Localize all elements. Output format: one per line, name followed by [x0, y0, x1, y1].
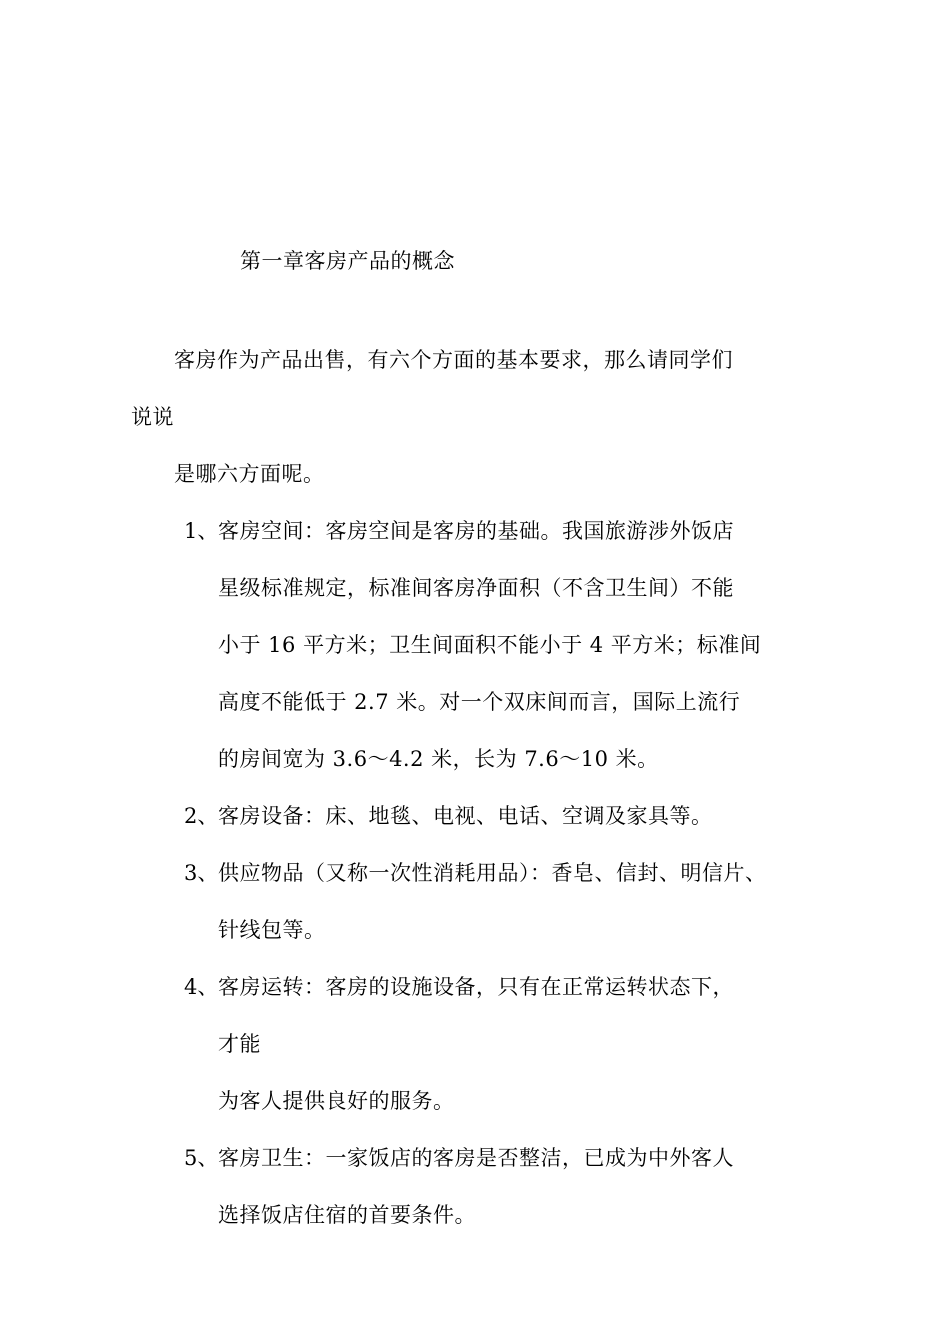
list-item-line: 客房运转：客房的设施设备，只有在正常运转状态下，: [218, 975, 734, 999]
intro-line-3: 是哪六方面呢。: [174, 462, 325, 486]
list-item-number: 4、: [184, 975, 219, 999]
list-item-line: 的房间宽为 3.6～4.2 米，长为 7.6～10 米。: [218, 747, 659, 771]
list-item-line: 客房设备：床、地毯、电视、电话、空调及家具等。: [218, 804, 713, 828]
list-item-line: 星级标准规定，标准间客房净面积（不含卫生间）不能: [218, 576, 734, 600]
list-item-line: 高度不能低于 2.7 米。对一个双床间而言，国际上流行: [218, 690, 741, 714]
list-item-line: 针线包等。: [218, 918, 326, 942]
intro-line-2: 说说: [131, 405, 174, 429]
list-item-line: 小于 16 平方米；卫生间面积不能小于 4 平方米；标准间: [218, 633, 762, 657]
list-item-line: 客房卫生：一家饭店的客房是否整洁，已成为中外客人: [218, 1146, 734, 1170]
list-item-number: 3、: [184, 861, 219, 885]
list-item-line: 供应物品（又称一次性消耗用品）：香皂、信封、明信片、: [218, 861, 767, 885]
chapter-title: 第一章客房产品的概念: [240, 249, 455, 273]
intro-line-1: 客房作为产品出售，有六个方面的基本要求，那么请同学们: [174, 348, 733, 372]
list-item-line: 为客人提供良好的服务。: [218, 1089, 455, 1113]
list-item-number: 2、: [184, 804, 219, 828]
list-item-number: 1、: [184, 519, 219, 543]
list-item-line: 才能: [218, 1032, 261, 1056]
list-item-line: 选择饭店住宿的首要条件。: [218, 1203, 476, 1227]
list-item-number: 5、: [184, 1146, 219, 1170]
list-item-line: 客房空间：客房空间是客房的基础。我国旅游涉外饭店: [218, 519, 734, 543]
